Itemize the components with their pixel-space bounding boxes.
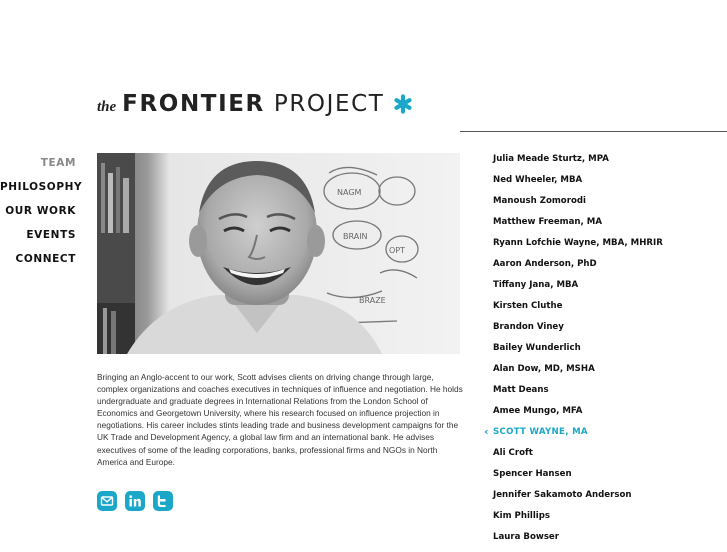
- team-member-link[interactable]: Bailey Wunderlich: [493, 343, 581, 353]
- team-member-link-current[interactable]: ‹ SCOTT WAYNE, MA: [493, 426, 727, 447]
- svg-text:OPT: OPT: [389, 246, 406, 255]
- profile-photo: [97, 153, 460, 354]
- svg-text:BRAIN: BRAIN: [343, 232, 368, 241]
- team-member-list: [493, 153, 727, 552]
- email-icon[interactable]: [97, 491, 117, 511]
- team-member-link[interactable]: Ali Croft: [493, 448, 533, 458]
- logo-frontier: FRONTIER: [122, 91, 265, 117]
- social-links: [97, 491, 173, 511]
- team-member-link[interactable]: Brandon Viney: [493, 322, 564, 332]
- team-member-link[interactable]: Amee Mungo, MFA: [493, 406, 583, 416]
- team-member-link[interactable]: Ryann Lofchie Wayne, MBA, MHRIR: [493, 238, 663, 248]
- nav-item-team[interactable]: TEAM: [40, 157, 76, 169]
- team-member-link[interactable]: Kim Phillips: [493, 511, 551, 521]
- svg-text:NAGM: NAGM: [337, 188, 362, 197]
- team-member-link[interactable]: Tiffany Jana, MBA: [493, 280, 579, 290]
- nav-item-philosophy[interactable]: PHILOSOPHY: [0, 181, 83, 193]
- logo-the: the: [97, 99, 117, 115]
- team-member-link[interactable]: Aaron Anderson, PhD: [493, 259, 597, 269]
- team-member-link[interactable]: Laura Bowser: [493, 532, 559, 542]
- team-member-link[interactable]: Matthew Freeman, MA: [493, 217, 602, 227]
- team-member-link[interactable]: Matt Deans: [493, 385, 549, 395]
- linkedin-icon[interactable]: [125, 491, 145, 511]
- team-member-link[interactable]: Spencer Hansen: [493, 469, 572, 479]
- svg-text:BRAZE: BRAZE: [359, 296, 386, 305]
- nav-item-connect[interactable]: CONNECT: [15, 253, 76, 265]
- main-nav: [0, 151, 83, 271]
- asterisk-icon: [393, 94, 413, 119]
- team-member-link[interactable]: Ned Wheeler, MBA: [493, 175, 583, 185]
- profile-bio: Bringing an Anglo-accent to our work, Scott advises clients on driving change through large, complex organizations and coaches executives in techniques of influence and negotiation. He holds undergraduate and graduate degrees in International Relations from the London School of Economics and Georgetown University, where his research focused on influence projection in negotiations. His career includes stints leading trade and business development campaigns for the UK Trade and Development Agency, a global law firm and an international bank. He advises executives of some of the leading corporations, banks, professional firms and NGOs in North America and Europe.: [97, 372, 463, 467]
- team-member-link[interactable]: Manoush Zomorodi: [493, 196, 586, 206]
- nav-item-our-work[interactable]: OUR WORK: [5, 205, 76, 217]
- team-member-link[interactable]: Alan Dow, MD, MSHA: [493, 364, 595, 374]
- team-member-link[interactable]: Julia Meade Sturtz, MPA: [493, 154, 609, 164]
- nav-item-events[interactable]: EVENTS: [26, 229, 76, 241]
- team-member-link[interactable]: Jennifer Sakamoto Anderson: [493, 490, 632, 500]
- team-member-link[interactable]: Kirsten Cluthe: [493, 301, 563, 311]
- header-divider: [460, 131, 727, 132]
- site-logo[interactable]: [97, 91, 413, 121]
- twitter-icon[interactable]: [153, 491, 173, 511]
- logo-project: PROJECT: [273, 91, 385, 117]
